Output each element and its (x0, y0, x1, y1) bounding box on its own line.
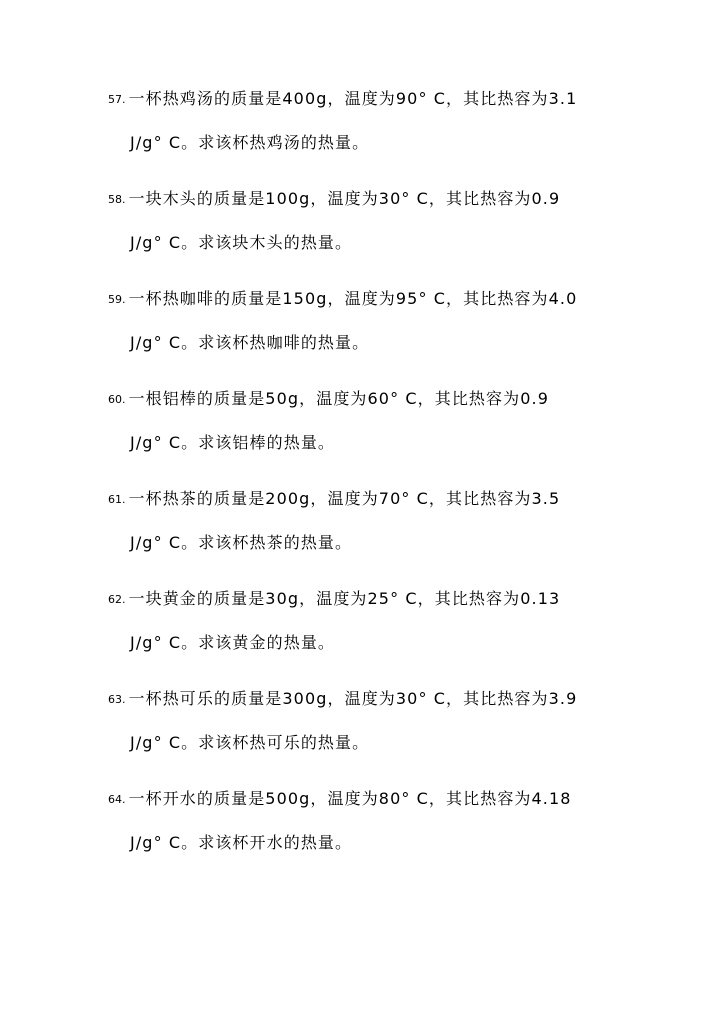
question-text: 一杯热可乐的质量是300g，温度为30° C，其比热容为3.9 (128, 689, 578, 708)
question-continuation: J/g° C。求该块木头的热量。 (130, 233, 353, 252)
question-text: 一根铝棒的质量是50g，温度为60° C，其比热容为0.9 (128, 389, 549, 408)
question-text: 一杯开水的质量是500g，温度为80° C，其比热容为4.18 (128, 789, 572, 808)
question-first-line (108, 789, 572, 810)
question-first-line (108, 89, 577, 110)
question-number: 57. (108, 93, 126, 106)
question-number: 63. (108, 693, 126, 706)
question-continuation: J/g° C。求该杯热茶的热量。 (130, 533, 353, 552)
question-number: 62. (108, 593, 126, 606)
question-number: 64. (108, 793, 126, 806)
question-text: 一杯热咖啡的质量是150g，温度为95° C，其比热容为4.0 (128, 289, 578, 308)
question-number: 61. (108, 493, 126, 506)
question-text: 一杯热茶的质量是200g，温度为70° C，其比热容为3.5 (128, 489, 561, 508)
question-first-line (108, 189, 560, 210)
question-first-line (108, 389, 549, 410)
question-number: 60. (108, 393, 126, 406)
question-continuation: J/g° C。求该杯开水的热量。 (130, 833, 353, 852)
question-number: 58. (108, 193, 126, 206)
question-continuation: J/g° C。求该杯热咖啡的热量。 (130, 333, 370, 352)
question-first-line (108, 589, 560, 610)
question-first-line (108, 289, 577, 310)
question-text: 一杯热鸡汤的质量是400g，温度为90° C，其比热容为3.1 (128, 89, 578, 108)
question-text: 一块黄金的质量是30g，温度为25° C，其比热容为0.13 (128, 589, 561, 608)
question-continuation: J/g° C。求该铝棒的热量。 (130, 433, 336, 452)
question-continuation: J/g° C。求该杯热鸡汤的热量。 (130, 133, 370, 152)
question-text: 一块木头的质量是100g，温度为30° C，其比热容为0.9 (128, 189, 561, 208)
question-first-line (108, 489, 560, 510)
question-continuation: J/g° C。求该黄金的热量。 (130, 633, 336, 652)
question-first-line (108, 689, 577, 710)
question-number: 59. (108, 293, 126, 306)
question-continuation: J/g° C。求该杯热可乐的热量。 (130, 733, 370, 752)
